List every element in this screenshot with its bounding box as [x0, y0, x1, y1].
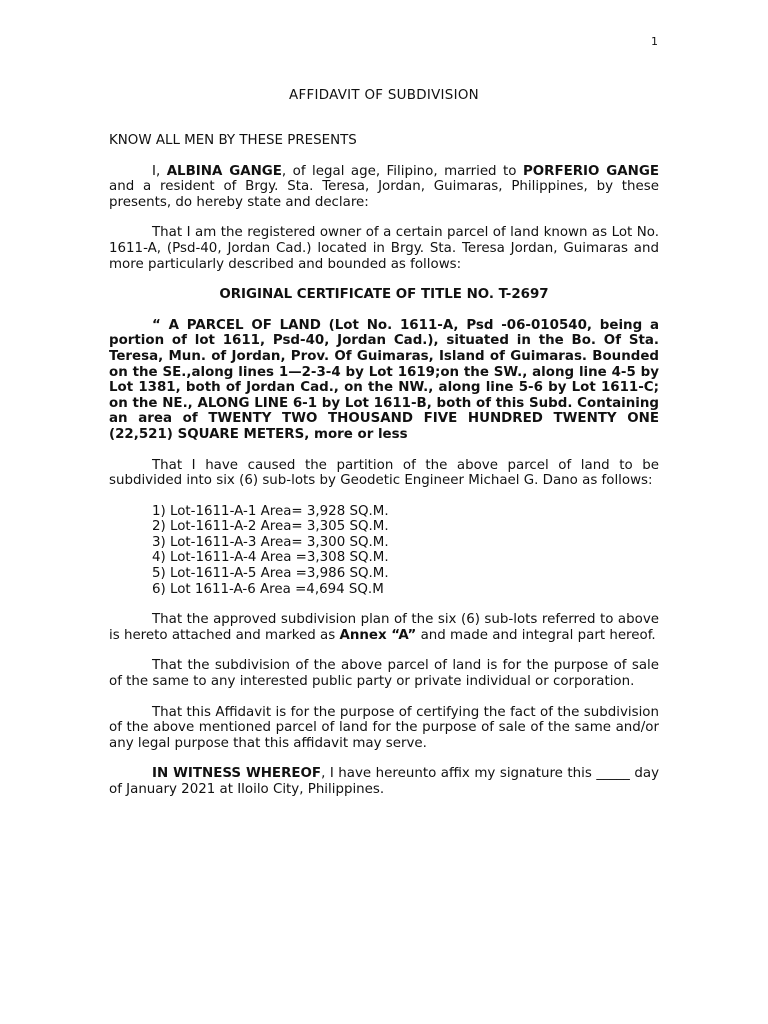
witness-paragraph	[109, 766, 659, 797]
opening-line: KNOW ALL MEN BY THESE PRESENTS	[109, 133, 357, 148]
lot-item: 2) Lot-1611-A-2 Area= 3,305 SQ.M.	[152, 519, 389, 535]
lot-item: 5) Lot-1611-A-5 Area =3,986 SQ.M.	[152, 566, 389, 582]
sale-paragraph: That the subdivision of the above parcel of land is for the purpose of sale of the same to any interested public party or private individual or corporation.	[109, 658, 659, 690]
witness-lead: IN WITNESS WHEREOF	[152, 766, 322, 782]
affiant-post: and a resident of Brgy. Sta. Teresa, Jordan, Guimaras, Philippines, by these presents, do hereby state and declare:	[109, 179, 659, 210]
spouse-name: PORFERIO GANGE	[522, 163, 659, 179]
lot-item: 1) Lot-1611-A-1 Area= 3,928 SQ.M.	[152, 503, 389, 519]
ownership-paragraph: That I am the registered owner of a certain parcel of land known as Lot No. 1611-A, (Psd-40, Jordan Cad.) located in Brgy. Sta. Teresa Jordan, Guimaras and more particularly described and bounded as follows:	[109, 225, 659, 272]
technical-description: “ A PARCEL OF LAND (Lot No. 1611-A, Psd -06-010540, being a portion of lot 1611, Psd-40, Jordan Cad.), situated in the Bo. Of Sta. Teresa, Mun. of Jordan, Prov. Of Guimaras, Island of Guimaras. Bounded on the SE.,along lines 1—2-3-4 by Lot 1619;on the SW., along line 4-5 by Lot 1381, both of Jordan Cad., on the NW., along line 5-6 by Lot 1611-C; on the NE., ALONG LINE 6-1 by Lot 1611-B, both of this Subd. Containing an area of TWENTY TWO THOUSAND FIVE HUNDRED TWENTY ONE (22,521) SQUARE METERS, more or less	[109, 317, 659, 442]
plan-pre: That the approved subdivision plan of the six (6) sub-lots referred to above is hereto attached and marked as	[109, 612, 659, 643]
document-title: AFFIDAVIT OF SUBDIVISION	[289, 88, 479, 103]
purpose-paragraph: That this Affidavit is for the purpose of certifying the fact of the subdivision of the above mentioned parcel of land for the purpose of sale of the same and/or any legal purpose that this affidavit may serve.	[109, 704, 659, 751]
plan-paragraph	[109, 612, 659, 643]
certificate-heading: ORIGINAL CERTIFICATE OF TITLE NO. T-2697	[219, 287, 549, 303]
affiant-name: ALBINA GANGE	[166, 163, 282, 179]
lot-item: 6) Lot 1611-A-6 Area =4,694 SQ.M	[152, 581, 384, 597]
affiant-paragraph	[109, 164, 659, 211]
partition-paragraph: That I have caused the partition of the above parcel of land to be subdivided into six (6) sub-lots by Geodetic Engineer Michael G. Dano as follows:	[109, 457, 659, 489]
affiant-mid: , of legal age, Filipino, married to	[281, 163, 523, 179]
affiant-pre: I,	[152, 163, 167, 179]
annex-label: Annex “A”	[339, 627, 417, 643]
plan-post: and made and integral part hereof.	[416, 627, 656, 643]
document-body	[109, 133, 659, 798]
lot-item: 3) Lot-1611-A-3 Area= 3,300 SQ.M.	[152, 534, 389, 550]
witness-text: , I have hereunto affix my signature this _____ day of January 2021 at Iloilo City, Philippines.	[109, 766, 660, 797]
page-number: 1	[651, 35, 658, 48]
lot-item: 4) Lot-1611-A-4 Area =3,308 SQ.M.	[152, 550, 389, 566]
lot-list	[152, 504, 659, 598]
